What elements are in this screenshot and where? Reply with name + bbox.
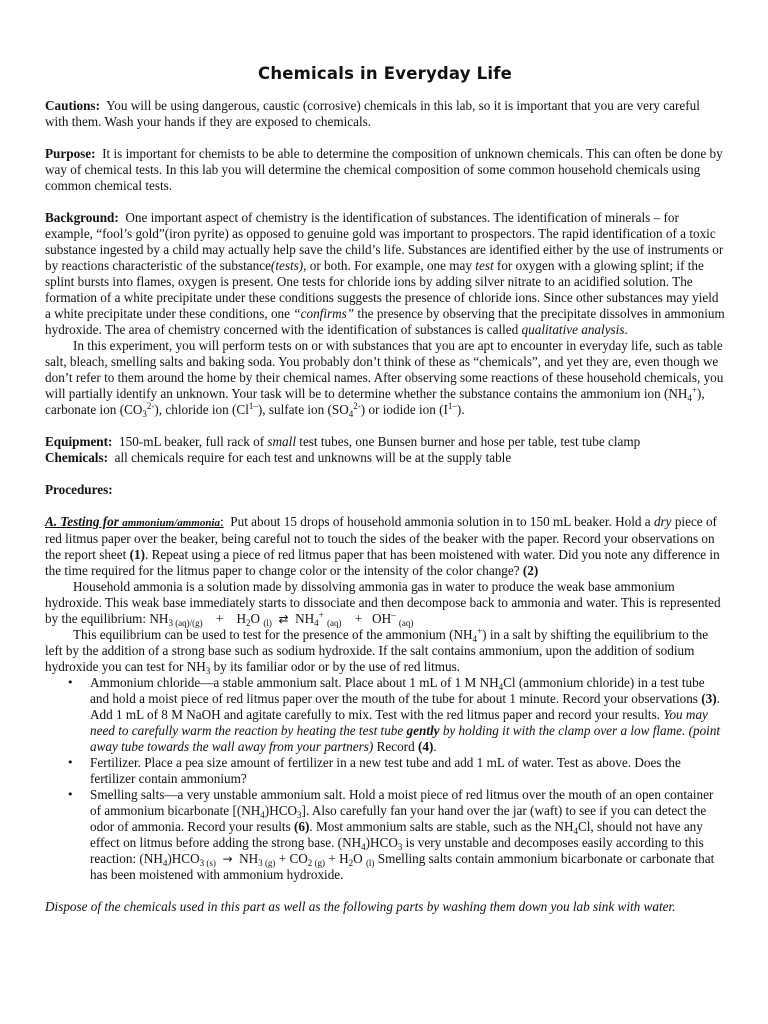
dispose-note: Dispose of the chemicals used in this part as well as the following parts by washing them down you lab sink with water. xyxy=(45,899,676,914)
cautions-label: Cautions: xyxy=(45,98,100,113)
procedure-a-paragraph-1: A. Testing for ammonium/ammonia: Put about 15 drops of household ammonia solution in to 150 mL beaker. Hold a dry piece of red litmus paper over the beaker, being careful not to touch the sides of the beaker with the paper. Record your observations on the report sheet (1). Repeat using a piece of red litmus paper that has been moistened with water. Did you note any difference in the time required for the litmus paper to change color or the intensity of the color change? (2) xyxy=(45,514,720,578)
chemicals-label: Chemicals: xyxy=(45,450,108,465)
document-title: Chemicals in Everyday Life xyxy=(258,64,512,83)
bullet-icon: • xyxy=(67,756,74,769)
equipment-label: Equipment: xyxy=(45,434,113,449)
bullet-icon: • xyxy=(67,676,74,689)
procedure-a-subject: ammonium/ammonia xyxy=(122,517,220,529)
procedure-a-paragraph-3: This equilibrium can be used to test for the presence of the ammonium $(NH_4^+)$ in a salt by shifting the equilibrium to the left by the addition of a strong base such as sodium hydroxide. If the salt contains ammonium, upon the addition of sodium hydroxide you can test for $NH_3$ by its familiar odor or by the use of red litmus. xyxy=(45,626,709,676)
list-item: • Smelling salts—a very unstable ammonium salt. Hold a moist piece of red litmus over the mouth of an open container of ammonium bicarbonate $[(NH_4)HCO_3]$. Also carefully fan your hand over the jar (waft) to see if you can detect the odor of ammonia. Record your results (6). Most ammonium salts are stable, such as the $NH_4Cl$, should not have any effect on litmus before adding the strong base. $(NH_4)HCO_3$ is very unstable and decomposes easily according to this reaction: $(NH_4)HCO_{3 (s)} \to NH_{3 (g)} + CO_{2 (g)} + H_2O$ $_{(l)}$ Smelling salts contain ammonium bicarbonate or carbonate that has been moistened with ammonium hydroxide. xyxy=(67,787,715,882)
background-paragraph-2: In this experiment, you will perform tests on or with substances that you are apt to encounter in everyday life, such as table salt, bleach, smelling salts and baking soda. You probably don’t think of these as “chemicals”, and yet they are, even though we don’t refer to them around the home by their chemical names. After observing some reactions of these household chemicals, you will partially identify an unknown. Your task will be to determine whether the substance contains the ammonium ion $(NH_4^+)$, carbonate ion $(CO_3^{2-})$, chloride ion $(Cl^{1-})$, sulfate ion $(SO_4^{2-})$ or iodide ion $(I^{1-})$. xyxy=(45,338,724,419)
background-label: Background: xyxy=(45,210,119,225)
equilibrium-arrow: ⇄ xyxy=(278,612,289,626)
procedure-a-list xyxy=(45,675,725,883)
procedures-heading: Procedures: xyxy=(45,482,113,497)
procedure-a-heading: A. Testing for xyxy=(45,514,123,529)
cautions-text: You will be using dangerous, caustic (corrosive) chemicals in this lab, so it is important that you are very careful with them. Wash your hands if they are exposed to chemicals. xyxy=(45,98,700,129)
purpose-text: It is important for chemists to be able to determine the composition of unknown chemicals. This can often be done by way of chemical tests. In this lab you will determine the chemical composition of some common household chemicals using common chemical tests. xyxy=(45,146,723,193)
document-page xyxy=(45,62,725,915)
equipment-line: Equipment: 150-mL beaker, full rack of small test tubes, one Bunsen burner and hose per table, test tube clamp xyxy=(45,434,641,449)
list-item: • Ammonium chloride—a stable ammonium salt. Place about 1 mL of 1 M $NH_4Cl$ (ammonium chloride) in a test tube and hold a moist piece of red litmus paper over the mouth of the tube for about 1 minute. Record your observations (3). Add 1 mL of 8 M NaOH and agitate carefully to mix. Test with the red litmus paper and record your results. You may need to carefully warm the reaction by heating the test tube gently by holding it with the clamp over a low flame. (point away tube towards the wall away from your partners) Record (4). xyxy=(67,675,721,754)
background-paragraph-1: Background: One important aspect of chemistry is the identification of substances. The identification of minerals – for example, “fool’s gold”(iron pyrite) as opposed to genuine gold was important to prospectors. The rapid identification of a toxic substance ingested by a child may actually help save the child’s life. Substances are identified either by the use of instruments or by reactions characteristic of the substance(tests), or both. For example, one may test for oxygen with a glowing splint; if the splint bursts into flames, oxygen is present. One tests for chloride ions by adding silver nitrate to an acidified solution. The formation of a white precipitate under these conditions suggests the presence of chloride ions. Since other substances may yield a white precipitate under these conditions, one “confirms” the presence by observing that the precipitate dissolves in ammonium hydroxide. The area of chemistry concerned with the identification of substances is called qualitative analysis. xyxy=(45,210,725,337)
purpose-paragraph xyxy=(45,146,725,194)
cautions-paragraph xyxy=(45,98,725,130)
chemicals-line: Chemicals: all chemicals require for each test and unknowns will be at the supply table xyxy=(45,450,512,465)
bullet-icon: • xyxy=(67,788,74,801)
procedure-a-paragraph-2: Household ammonia is a solution made by dissolving ammonia gas in water to produce the weak base ammonium hydroxide. This weak base immediately starts to dissociate and then decompose back to ammonia and water. This is represented by the equilibrium: $NH_{3 (aq)/(g)}$ + $H_2O$ $_{(l)}$ ⇄ $NH_4^+$ $_{(aq)}$ + OH– $_{(aq)}$ xyxy=(45,579,721,628)
purpose-label: Purpose: xyxy=(45,146,96,161)
reaction-arrow: → xyxy=(222,852,233,866)
list-item: • Fertilizer. Place a pea size amount of fertilizer in a new test tube and add 1 mL of water. Test as above. Does the fertilizer contain ammonium? xyxy=(67,755,681,786)
